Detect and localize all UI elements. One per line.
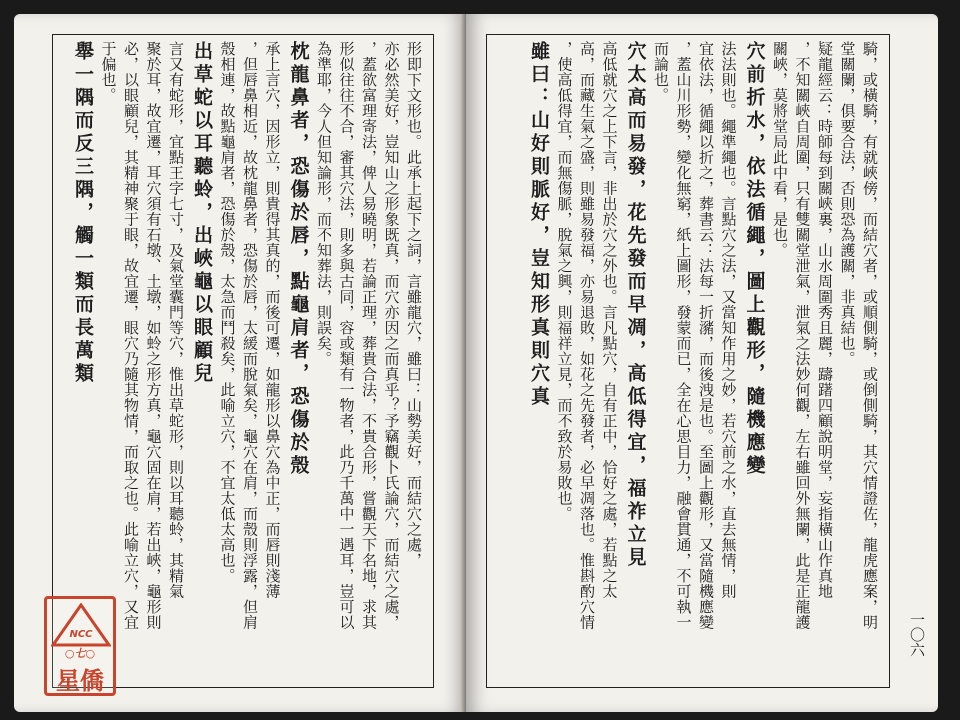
text-column: 而論也。	[652, 41, 670, 103]
section-heading: 穴前折水，依法循繩，圖上觀形，隨機應變	[743, 41, 766, 478]
text-column: 宜依法，循繩以折之，葬書云：法每一折瀦，而後洩是也。至圖上觀形，又當隨機應變	[697, 41, 715, 630]
text-column: 言又有蛇形，宜點王字七寸，及氣堂囊門等穴，惟出草蛇形，則以耳聽蛉，其精氣	[167, 41, 185, 599]
text-column: 亦必然美好，豈知山之形象既真，而穴亦因之而真乎？予竊觀卜氏論穴，而結穴之處，	[382, 41, 401, 630]
right-text-columns	[495, 41, 881, 681]
left-text-frame	[52, 34, 434, 688]
section-heading: 雖曰：山好則脈好，豈知形真則穴真	[528, 41, 550, 409]
stamp-name: 星僑	[56, 666, 104, 695]
text-column: 堂關闌，俱要合法，否則恐為護關，非真結也。	[838, 41, 857, 367]
text-column: ，不知關峽自周圍，只有雙關堂泄氣，泄氣之法妙何觀，左右雖回外無闌，此是正龍護	[793, 41, 812, 630]
text-column: 形似往往不合，審其穴法，則多與古同，容或類有一物者，此乃千萬中一遇耳，豈可以	[337, 41, 356, 630]
section-heading: 舉一隅而反三隅，觸一類而長萬類	[72, 41, 94, 386]
text-column: ，蓋欲富理寄法，俾人易曉明，若論正理，葬貴合法，不貴合形，嘗觀天下名地，求其	[360, 41, 378, 630]
stamp-mark: ○七○	[64, 647, 96, 660]
left-text-columns	[61, 41, 425, 681]
right-text-frame	[486, 34, 890, 688]
text-column: 高低就穴之上下言，非出於穴之外也。言凡點穴，自有正中，恰好之處，若點之太	[600, 41, 619, 599]
left-page	[14, 14, 466, 712]
text-column: 為準耶，今人但知論形，而不知葬法，則誤矣。	[315, 41, 333, 367]
text-column: 法法則也。繩準繩也。言點穴之法，又當知作用之妙，若穴前之水，直去無情，則	[719, 41, 738, 599]
section-heading: 枕龍鼻者，恐傷於唇，點龜肩者，恐傷於殼	[287, 41, 310, 478]
text-column: 形即下文形也。此承上起下之詞，言雖龍穴，雖曰：山勢美好，而結穴之處，	[405, 41, 423, 568]
section-heading: 出草蛇以耳聽蛉，出峽龜以眼顧兒	[191, 41, 213, 386]
text-column: 疑龍經云：時師每到關峽裏，山水周圍秀且麗，躊躇四顧說明堂，妄指橫山作真地	[816, 41, 834, 599]
text-column: 承上言穴，因形立，則貴得其真的，而後可遷，如龍形以鼻穴為中正，而唇則淺薄	[263, 41, 282, 599]
right-page	[466, 14, 938, 712]
page-number: 一〇六	[908, 612, 926, 657]
text-column: 殼相連，故點龜肩者，恐傷於殼，太急而鬥殺矣，此喻立穴，不宜太低太高也。	[218, 41, 237, 584]
triangle-icon	[51, 603, 111, 647]
ncc-stamp-logo	[44, 596, 116, 696]
text-column: 必，以眼顧兒，其精神聚于眼，故宜遷，眼穴乃隨其物情，而取之也。此喻立穴，又宜	[122, 41, 140, 630]
text-column: ，使高低得宜，而無傷脈，脫氣之興，則福祥立見，而不致於易敗也。	[555, 41, 574, 522]
text-column: ，蓋山川形勢，變化無窮，紙上圖形，發蒙而已，全在心思目力，融會貫通，不可執一	[674, 41, 693, 630]
text-column: 騎，或橫騎，有就峽傍，而結穴者，或順側騎，或倒側騎，其穴情證佐，龍虎應案，明	[861, 41, 879, 630]
stamp-brand: NCC	[69, 629, 93, 640]
text-column: 于偏也。	[99, 41, 118, 103]
text-column: ，但唇鼻相近，故枕龍鼻者，恐傷於唇，太緩而脫氣矣，龜穴在肩，而殼則浮露，但肩	[241, 41, 259, 630]
text-column: 關峽，莫將堂局此中看，是也。	[771, 41, 789, 258]
text-column: 聚於耳，故宜遷，耳穴須有石墩、土墩，如蛉之形方真，龜穴固在肩，若出峽，龜形則	[144, 41, 163, 630]
text-column: 高，而藏生氣之盛，則雖易發福，亦易退敗，如花之先發者，必早凋落也。惟斟酌穴情	[578, 41, 596, 630]
section-heading: 穴太高而易發，花先發而早凋，高低得宜，福祚立見	[624, 41, 647, 570]
